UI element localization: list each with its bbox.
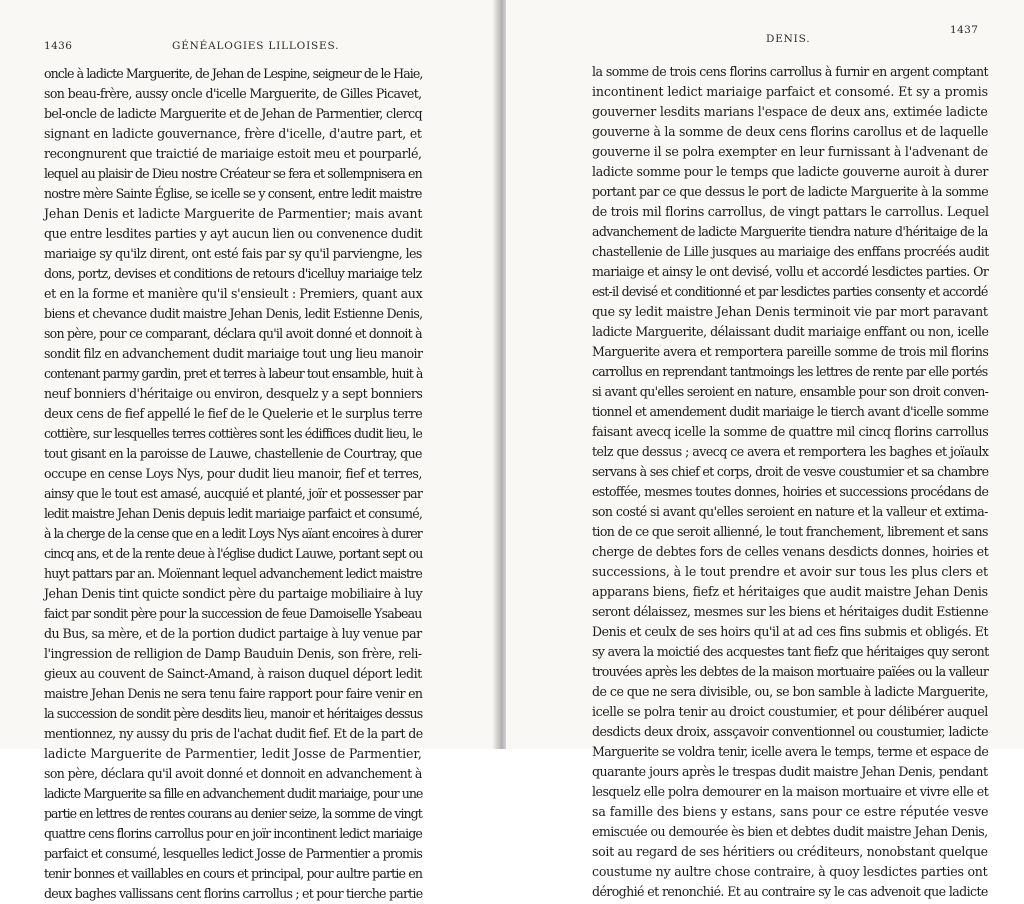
page-number-right: 1437 [950, 24, 979, 36]
text-line: cincq ans, et de la rente deue à l'église dudict Lauwe, portant sept ou [44, 546, 423, 561]
text-line: lesquelz elle polra demourer en la maison mortuaire et vivre elle et [592, 784, 989, 799]
text-line: son père, pour ce comparant, déclara qu'il avoit donné et donnoit à [44, 326, 422, 341]
text-line: Marguerite avera et remportera pareille somme de trois mil florins [592, 344, 989, 359]
text-line: bel-oncle de ladicte Marguerite et de Jehan de Parmentier, clercq [44, 106, 422, 121]
text-line: tionnel et amendement dudit mariaige le tierch avant d'icelle somme [592, 404, 989, 419]
text-line: Marguerite se voldra tenir, icelle avera le temps, terme et espace de [592, 744, 989, 759]
text-line: gouverner lesdits marians l'espace de deux ans, extimée ladicte [592, 104, 988, 119]
text-line: successions, à le tout prendre et avoir sur tous les plus clers et [592, 564, 988, 579]
text-line: soit au regard de ses héritiers ou créditeurs, nonobstant quelque [592, 844, 988, 859]
text-line: estoffée, mesmes toutes donnes, hoiries et successions procédans de [592, 484, 989, 499]
text-line: deux baghes vallissans cent florins carrollus ; et pour tierche partie [44, 886, 423, 901]
text-line: dons, portz, devises et conditions de retours d'icelluy mariaige telz [44, 266, 422, 281]
text-line: son beau-frère, aussy oncle d'icelle Marguerite, de Gilles Picavet, [44, 86, 422, 101]
text-line: coustume ny aultre chose contraire, à quoy lesdictes parties ont [592, 864, 988, 879]
text-line: tenir bonnes et vaillables en cours et principal, pour aultre partie en [44, 866, 423, 881]
text-line: ladicte Marguerite sa fille en advanchement dudit mariaige, pour une [44, 786, 423, 801]
text-line: son costé si avant qu'elles seroient en nature et la valleur et extima- [592, 504, 988, 519]
text-line: occupe en cense Loys Nys, pour dudit lieu manoir, fief et terres, [44, 466, 422, 481]
text-line: et en la forme et manière qu'il s'ensieult : Premiers, quant aux [44, 286, 423, 301]
text-line: lequel au plaisir de Dieu nostre Créateur se fera et sollempnisera en [44, 166, 422, 181]
text-line: icelle se polra tenir au droict coustumier, et pour délibérer auquel [592, 704, 988, 719]
text-line: faict par sondit père pour la succession de feue Damoiselle Ysabeau [44, 606, 422, 621]
text-line: à la cherge de la cense que en a ledit Loys Nys aïant encoires à durer [44, 526, 422, 541]
running-head-left: GÉNÉALOGIES LILLOISES. [172, 40, 340, 52]
text-line: incontinent ledict mariaige parfaict et consomé. Et sy a promis [592, 84, 989, 99]
text-line: quattre cens florins carrollus pour en joïr incontinent ledict mariaige [44, 826, 422, 841]
text-line: contenant parmy gardin, pret et terres à labeur tout ensamble, huit à [44, 366, 423, 381]
text-line: neuf bonniers d'héritaige ou environ, desquelz y a sept bonniers [44, 386, 423, 401]
text-line: ladicte somme pour le temps que ladicte gouverne auroit à durer [592, 164, 989, 179]
text-line: la somme de trois cens florins carrollus à furnir en argent comptant [592, 64, 989, 79]
text-line: de ce que ne sera divisible, ou, se bon samble à ladicte Marguerite, [592, 684, 989, 699]
text-line: tout gisant en la paroisse de Lauwe, chastellenie de Courtray, que [44, 446, 422, 461]
text-line: déroghié et renonchié. Et au contraire sy le cas advenoit que ladicte [592, 884, 988, 899]
text-line: partie en lettres de rentes courans au denier seize, la somme de vingt [44, 806, 422, 821]
text-line: apparans biens, fiefz et héritaiges que audit maistre Jehan Denis [592, 584, 988, 599]
left-page [0, 0, 502, 901]
text-line: cherge de debtes fors de celles venans desdicts donnes, hoiries et [592, 544, 989, 559]
text-line: du Bus, sa mère, et de la portion dudict partaige à luy venue par [44, 626, 422, 641]
text-line: mentionnez, ny aussy du pris de l'achat dudit fief. Et de la part de [44, 726, 423, 741]
text-line: que entre lesdites parties y ayt aucun lien ou convenence dudit [44, 226, 423, 241]
text-line: Jehan Denis tint quicte sondict père du partaige mobiliaire à luy [44, 586, 423, 601]
text-line: mariaige sy qu'ilz dirent, ont esté fais par sy qu'il parviengne, les [44, 246, 422, 261]
running-head-right: DENIS. [766, 33, 811, 45]
text-line: ladicte Marguerite, délaissant dudit mariaige enffant ou non, icelle [592, 324, 989, 339]
left-text-block [44, 64, 422, 904]
text-line: telz que dessus ; avecq ce avera et remportera les baghes et joïaulx [592, 444, 989, 459]
text-line: signant en ladicte gouvernance, frère d'icelle, d'autre part, et [44, 126, 422, 141]
text-line: l'ingression de relligion de Damp Bauduin Denis, son frère, reli- [44, 646, 422, 661]
text-line: gouverne à la somme de deux cens florins carollus et de laquelle [592, 124, 989, 139]
text-line: faisant avecq icelle la somme de quattre mil cincq florins carrollus [592, 424, 989, 439]
text-line: quarante jours après le trespas dudit maistre Jehan Denis, pendant [592, 764, 988, 779]
text-line: mariaige et ainsy le ont devisé, vollu et accordé lesdictes parties. Or [592, 264, 989, 279]
text-line: de trois mil florins carrollus, de vingt pattars le carrollus. Lequel [592, 204, 989, 219]
text-line: oncle à ladicte Marguerite, de Jehan de Lespine, seigneur de le Haie, [44, 66, 423, 81]
text-line: deux cens de fief appellé le fief de le Quelerie et le surplus terre [44, 406, 423, 421]
text-line: maistre Jehan Denis ne sera tenu faire rapport pour faire venir en [44, 686, 423, 701]
right-text-block [592, 62, 988, 902]
text-line: la succession de sondit père desdits lieu, manoir et héritaiges dessus [44, 706, 423, 721]
text-line: recongnurent que traictié de mariaige estoit meu et pourparlé, [44, 146, 422, 161]
text-line: portant par ce que dessus le port de ladicte Marguerite à la somme [592, 184, 989, 199]
text-line: nostre mère Sainte Église, se icelle se y consent, entre ledit maistre [44, 186, 422, 201]
text-line: sy avera la moictié des acquestes tant fiefz que héritaiges quy seront [592, 644, 989, 659]
text-line: desdicts deux droix, assçavoir conventionnel ou coustumier, ladicte [592, 724, 989, 739]
text-line: parfaict et consumé, lesquelles ledict Josse de Parmentier a promis [44, 846, 423, 861]
text-line: Jehan Denis et ladicte Marguerite de Parmentier; mais avant [44, 206, 423, 221]
text-line: ladicte Marguerite de Parmentier, ledit Josse de Parmentier, [44, 746, 422, 761]
text-line: trouvées après les debtes de la maison mortuaire païées ou la valleur [592, 664, 989, 679]
text-line: seront délaissez, mesmes sur les biens et héritaiges dudit Estienne [592, 604, 989, 619]
text-line: ainsy que le tout est amasé, aucquié et planté, joïr et possesser par [44, 486, 423, 501]
text-line: ledit maistre Jehan Denis depuis ledit mariaige parfaict et consumé, [44, 506, 423, 521]
text-line: si avant qu'elles seroient en nature, ensamble pour son droit conven- [592, 384, 989, 399]
text-line: gouverne il se polra exempter en leur furnissant à l'advenant de [592, 144, 988, 159]
text-line: advanchement de ladicte Marguerite tiendra nature d'héritaige de la [592, 224, 988, 239]
text-line: huyt pattars par an. Moïennant lequel advanchement ledict maistre [44, 566, 422, 581]
text-line: biens et chevance dudit maistre Jehan Denis, ledit Estienne Denis, [44, 306, 423, 321]
page-number-left: 1436 [44, 40, 73, 52]
text-line: carrollus en reprendant tantmoings les lettres de rente par elle portés [592, 364, 988, 379]
text-line: chastellenie de Lille jusques au mariaige des enffans procréés audit [592, 244, 989, 259]
text-line: son père, déclara qu'il avoit donné et donnoit en advanchement à [44, 766, 422, 781]
text-line: cottière, sur lesquelles terres cottières sont les édiffices dudit lieu, le [44, 426, 422, 441]
text-line: est-il devisé et conditionné et par lesdictes parties consenty et accordé [592, 284, 988, 299]
text-line: Denis et ceulx de ses hoirs qu'il at ad ces fins submis et obligés. Et [592, 624, 989, 639]
text-line: gieux au couvent de Sainct-Amand, à raison duquel déport ledit [44, 666, 422, 681]
text-line: que sy ledit maistre Jehan Denis terminoit vie par mort paravant [592, 304, 988, 319]
text-line: sa famille des biens y estans, sans pour ce estre réputée vesve [592, 804, 989, 819]
text-line: sondit filz en advanchement dudit mariaige tout ung lieu manoir [44, 346, 423, 361]
right-page [506, 0, 1024, 899]
text-line: emiscuée ou demourée ès bien et debtes dudit maistre Jehan Denis, [592, 824, 988, 839]
text-line: servans à ses chief et corps, droit de vesve coustumier et sa chambre [592, 464, 989, 479]
text-line: tion de ce que seroit allienné, le tout franchement, librement et sans [592, 524, 988, 539]
